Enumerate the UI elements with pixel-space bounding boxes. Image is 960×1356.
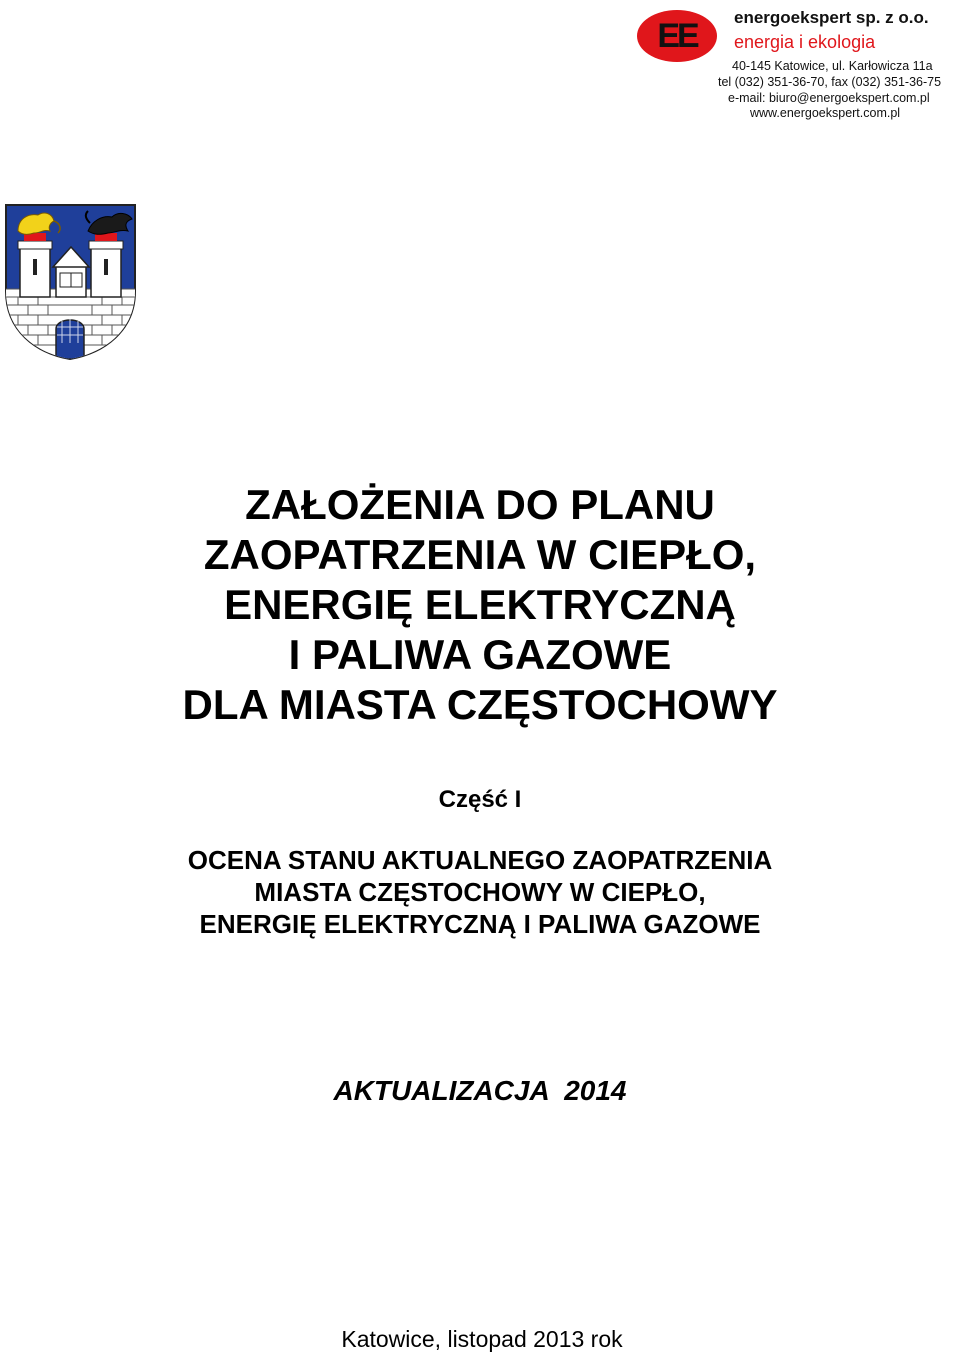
document-title: [0, 480, 960, 730]
title-line: ZAŁOŻENIA DO PLANU: [245, 481, 715, 528]
place-date: Katowice, listopad 2013 rok: [341, 1326, 623, 1352]
title-line: ZAOPATRZENIA W CIEPŁO,: [203, 531, 757, 578]
document-subtitle: [0, 844, 960, 940]
subtitle-line: OCENA STANU AKTUALNEGO ZAOPATRZENIA: [187, 845, 773, 875]
company-name: energoekspert sp. z o.o.: [734, 8, 929, 27]
company-email: e-mail: biuro@energoekspert.com.pl: [728, 91, 930, 105]
czestochowa-coat-of-arms-icon: [4, 203, 137, 361]
title-line: I PALIWA GAZOWE: [288, 631, 672, 678]
company-header: [634, 4, 960, 124]
company-logo: [636, 8, 718, 64]
company-tagline: energia i ekologia: [734, 32, 876, 52]
company-website: www.energoekspert.com.pl: [750, 106, 901, 120]
update-label: AKTUALIZACJA 2014: [333, 1075, 627, 1106]
subtitle-line: ENERGIĘ ELEKTRYCZNĄ I PALIWA GAZOWE: [199, 909, 761, 939]
title-line: ENERGIĘ ELEKTRYCZNĄ: [224, 581, 736, 628]
company-phone: tel (032) 351-36-70, fax (032) 351-36-75: [718, 75, 942, 89]
title-line: DLA MIASTA CZĘSTOCHOWY: [182, 681, 778, 728]
subtitle-line: MIASTA CZĘSTOCHOWY W CIEPŁO,: [254, 877, 706, 907]
coat-of-arms: [4, 203, 137, 361]
part-label: Część I: [438, 786, 522, 813]
company-logo-text: EE: [657, 17, 697, 55]
company-address: 40-145 Katowice, ul. Karłowicza 11a: [732, 59, 933, 73]
